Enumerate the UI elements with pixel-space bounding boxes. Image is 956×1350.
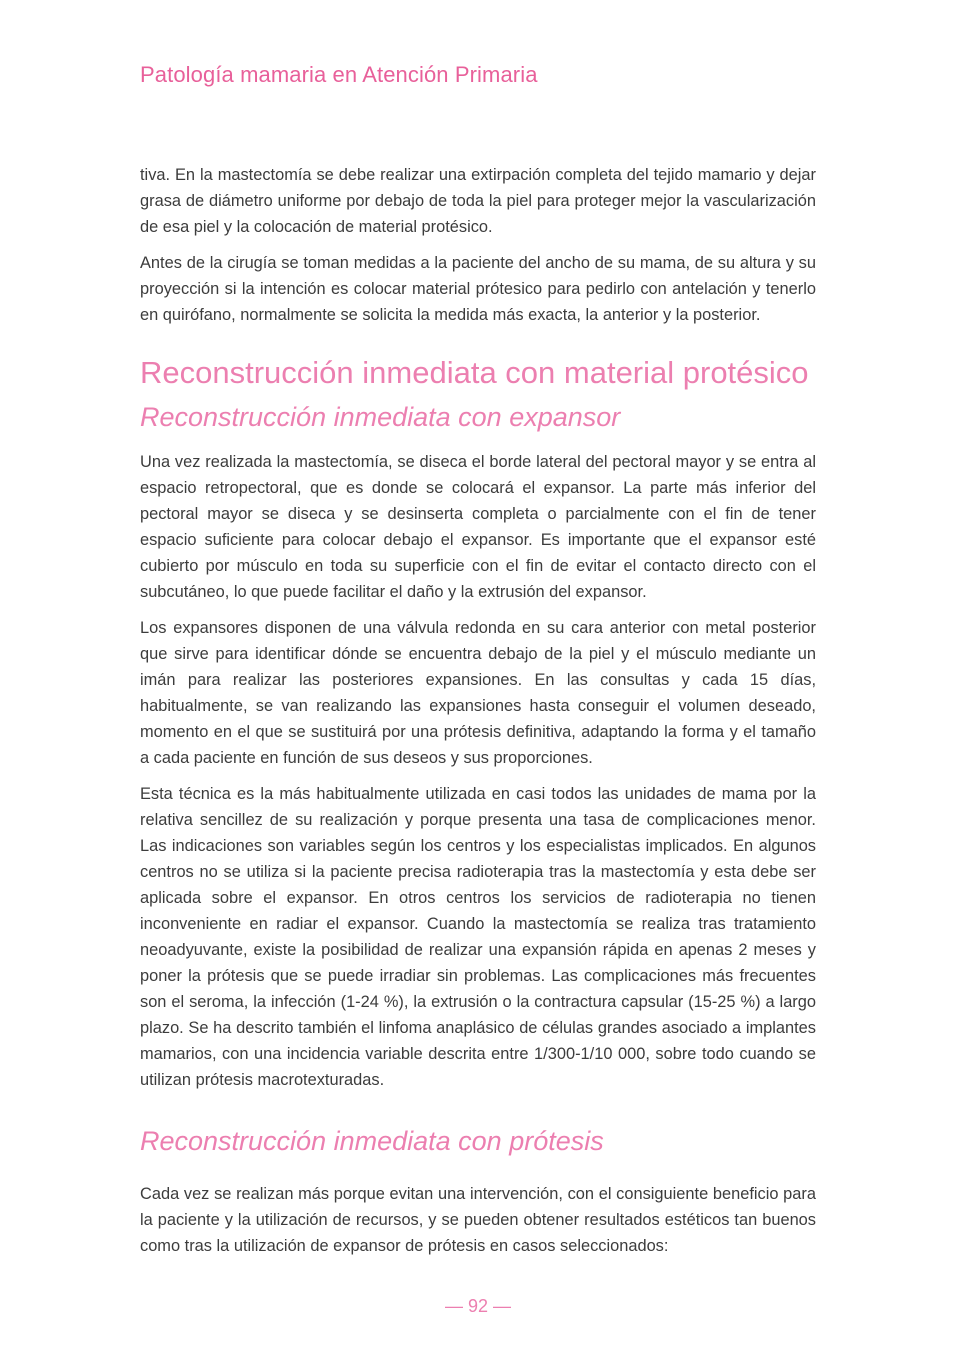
paragraph-expander-3: Esta técnica es la más habitualmente utilizada en casi todos las unidades de mama por la relativa sencillez de su realización y porque presenta una tasa de complicaciones menor. Las indicaciones son variables según los centros y los especialistas implicados. En algunos centros no se utiliza si la paciente precisa radioterapia tras la mastectomía y esta debe ser aplicada sobre el expansor. En otros centros los servicios de radioterapia no tienen inconveniente en radiar el expansor. Cuando la mastectomía se realiza tras tratamiento neoadyuvante, existe la posibilidad de realizar una expansión rápida en apenas 2 meses y poner la prótesis que se puede irradiar sin problemas. Las complicaciones más frecuentes son el seroma, la infección (1-24 %), la extrusión o la contractura capsular (15-25 %) a largo plazo. Se ha descrito también el linfoma anaplásico de células grandes asociado a implantes mamarios, con una incidencia variable descrita entre 1/300-1/10 000, sobre todo cuando se utilizan prótesis macrotexturadas. [140, 785, 816, 1089]
subsection-title-expander: Reconstrucción inmediata con expansor [140, 402, 621, 432]
paragraph-expander-1: Una vez realizada la mastectomía, se diseca el borde lateral del pectoral mayor y se entra al espacio retropectoral, que es donde se colocará el expansor. La parte más inferior del pectoral mayor se diseca y se desinserta completa o parcialmente con el fin de tener espacio suficiente para colocar debajo el expansor. Es importante que el expansor esté cubierto por músculo en toda su superficie con el fin de evitar el contacto directo con el subcutáneo, lo que puede facilitar el daño y la extrusión del expansor. [140, 453, 816, 601]
section-title: Reconstrucción inmediata con material protésico [140, 355, 809, 390]
paragraph-expander-2: Los expansores disponen de una válvula redonda en su cara anterior con metal posterior que sirve para identificar dónde se encuentra debajo de la piel y el músculo mediante un imán para realizar las posteriores expansiones. En las consultas y cada 15 días, habitualmente, se van realizando las expansiones hasta conseguir el volumen deseado, momento en el que se sustituirá por una prótesis definitiva, adaptando la forma y el tamaño a cada paciente en función de sus deseos y sus proporciones. [140, 619, 816, 767]
paragraph-intro-1: tiva. En la mastectomía se debe realizar una extirpación completa del tejido mamario y dejar grasa de diámetro uniforme por debajo de toda la piel para proteger mejor la vascularización de esa piel y la colocación de material protésico. [140, 166, 816, 236]
subsection-title-prosthesis: Reconstrucción inmediata con prótesis [140, 1126, 604, 1156]
page-number: — 92 — [444, 1296, 512, 1316]
paragraph-prosthesis-1: Cada vez se realizan más porque evitan una intervención, con el consiguiente beneficio para la paciente y la utilización de recursos, y se pueden obtener resultados estéticos tan buenos como tras la utilización de expansor de prótesis en casos seleccionados: [140, 1185, 816, 1255]
running-header: Patología mamaria en Atención Primaria [140, 62, 538, 87]
main-content [140, 162, 816, 1259]
paragraph-intro-2: Antes de la cirugía se toman medidas a la paciente del ancho de su mama, de su altura y su proyección si la intención es colocar material prótesico para pedirlo con antelación y tenerlo en quirófano, normalmente se solicita la medida más exacta, la anterior y la posterior. [140, 254, 816, 324]
